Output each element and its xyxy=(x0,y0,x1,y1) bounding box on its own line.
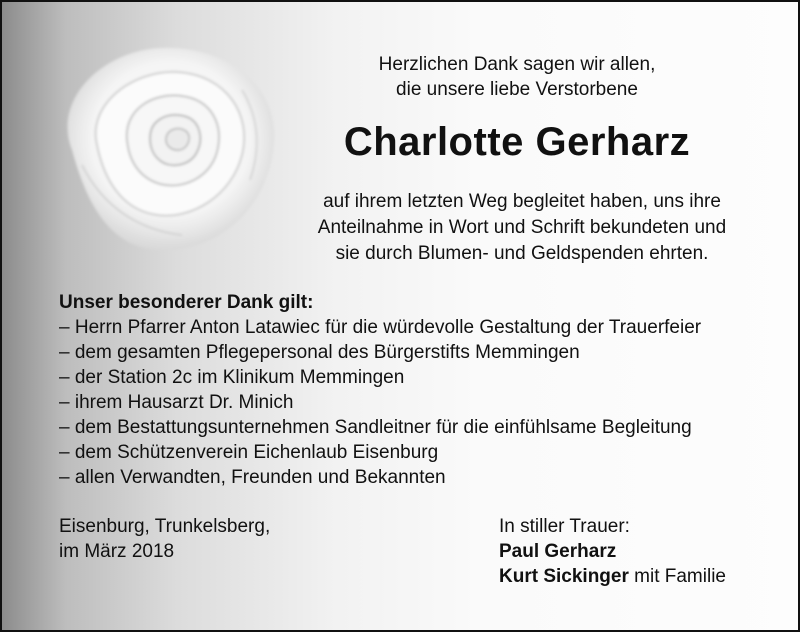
thanks-item: – ihrem Hausarzt Dr. Minich xyxy=(59,392,294,413)
mourner-suffix: mit Familie xyxy=(628,566,726,587)
place-date xyxy=(59,514,270,564)
follow-line: Anteilnahme in Wort und Schrift bekundeten und xyxy=(317,217,727,238)
follow-line: auf ihrem letzten Weg begleitet haben, uns ihre xyxy=(323,191,721,212)
mourners xyxy=(499,514,726,589)
mourners-intro: In stiller Trauer: xyxy=(499,516,630,537)
follow-line: sie durch Blumen- und Geldspenden ehrten. xyxy=(335,243,709,264)
mourner-line xyxy=(499,564,726,589)
thanks-item: – der Station 2c im Klinikum Memmingen xyxy=(59,367,405,388)
follow-text xyxy=(272,189,772,267)
thanks-item: – Herrn Pfarrer Anton Latawiec für die würdevolle Gestaltung der Trauerfeier xyxy=(59,317,702,338)
place-line: Eisenburg, Trunkelsberg, xyxy=(59,516,271,537)
thanks-item: – allen Verwandten, Freunden und Bekannten xyxy=(59,467,446,488)
intro-line: Herzlichen Dank sagen wir allen, xyxy=(378,54,656,75)
date-line: im März 2018 xyxy=(59,541,175,562)
mourner-name: Paul Gerharz xyxy=(499,541,617,562)
white-rose-image xyxy=(42,30,292,265)
intro-text xyxy=(302,52,732,102)
mourner-name: Kurt Sickinger xyxy=(499,566,629,587)
thanks-item: – dem Bestattungsunternehmen Sandleitner für die einfühlsame Begleitung xyxy=(59,417,692,438)
deceased-name: Charlotte Gerharz xyxy=(343,120,691,164)
thanks-item: – dem Schützenverein Eichenlaub Eisenburg xyxy=(59,442,439,463)
special-thanks xyxy=(59,290,779,490)
thanks-item: – dem gesamten Pflegepersonal des Bürgerstifts Memmingen xyxy=(59,342,580,363)
intro-line: die unsere liebe Verstorbene xyxy=(396,79,638,100)
thanks-heading: Unser besonderer Dank gilt: xyxy=(59,292,314,313)
